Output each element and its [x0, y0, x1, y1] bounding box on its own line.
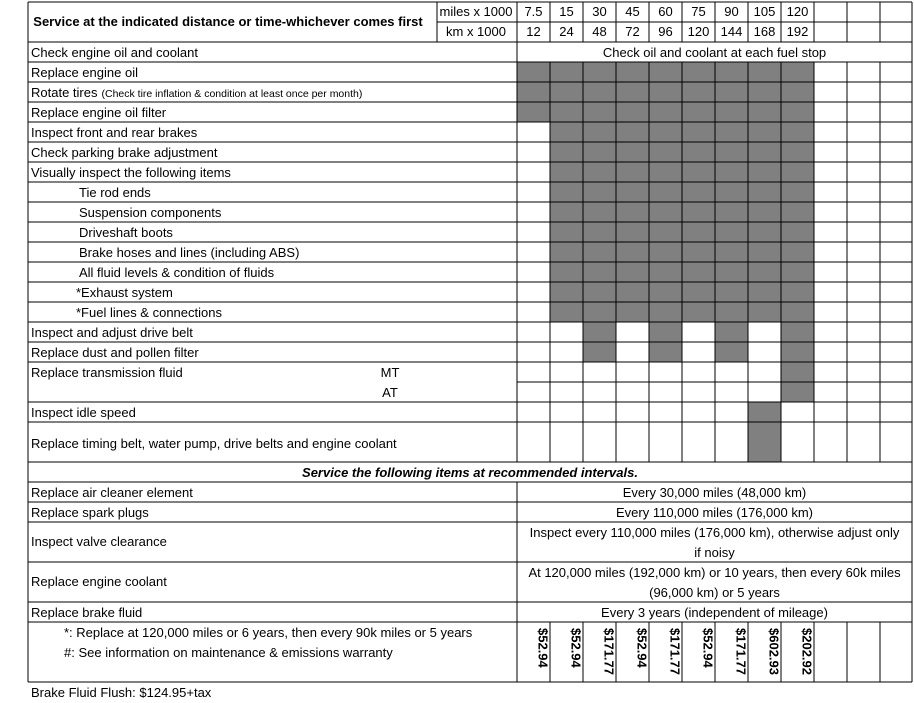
- transmission-type-label: AT: [382, 385, 398, 400]
- service-due-cell: [550, 242, 583, 262]
- service-due-cell: [781, 102, 814, 122]
- km-label: km x 1000: [446, 24, 506, 39]
- service-due-cell: [748, 402, 781, 422]
- service-due-cell: [748, 242, 781, 262]
- service-due-cell: [781, 242, 814, 262]
- km-value: 96: [658, 24, 673, 39]
- transmission-type-label: MT: [380, 365, 400, 380]
- service-due-cell: [682, 262, 715, 282]
- service-due-cell: [781, 82, 814, 102]
- service-due-cell: [748, 262, 781, 282]
- service-due-cell: [682, 302, 715, 322]
- service-item-label: Replace engine oil filter: [31, 105, 167, 120]
- service-due-cell: [550, 122, 583, 142]
- service-due-cell: [781, 382, 814, 402]
- service-due-cell: [649, 222, 682, 242]
- miles-value: 15: [559, 4, 574, 19]
- service-item-label: Visually inspect the following items: [31, 165, 231, 180]
- service-due-cell: [682, 102, 715, 122]
- service-due-cell: [616, 242, 649, 262]
- service-due-cell: [748, 302, 781, 322]
- service-due-cell: [781, 302, 814, 322]
- service-due-cell: [748, 62, 781, 82]
- service-due-cell: [583, 302, 616, 322]
- km-value: 72: [625, 24, 640, 39]
- interval-item-label: Replace air cleaner element: [31, 485, 193, 500]
- service-item-label: Replace engine oil: [31, 65, 138, 80]
- interval-description: Every 3 years (independent of mileage): [601, 605, 828, 620]
- service-due-cell: [550, 82, 583, 102]
- service-due-cell: [583, 242, 616, 262]
- service-due-cell: [715, 82, 748, 102]
- service-due-cell: [583, 182, 616, 202]
- service-due-cell: [781, 322, 814, 342]
- service-due-cell: [583, 82, 616, 102]
- km-value: 192: [786, 24, 809, 39]
- service-due-cell: [715, 302, 748, 322]
- miles-value: 90: [724, 4, 739, 19]
- service-due-cell: [550, 162, 583, 182]
- interval-heading: Service the following items at recommended intervals.: [302, 465, 638, 480]
- service-due-cell: [649, 102, 682, 122]
- service-due-cell: [583, 122, 616, 142]
- service-due-cell: [748, 202, 781, 222]
- service-due-cell: [748, 102, 781, 122]
- service-due-cell: [583, 282, 616, 302]
- service-item-note: (Check tire inflation & condition at least once per month): [101, 88, 363, 100]
- service-due-cell: [583, 142, 616, 162]
- service-due-cell: [781, 182, 814, 202]
- miles-label: miles x 1000: [439, 4, 513, 19]
- service-due-cell: [781, 342, 814, 362]
- km-value: 24: [559, 24, 574, 39]
- service-due-cell: [649, 182, 682, 202]
- interval-description: Inspect every 110,000 miles (176,000 km), otherwise adjust only: [529, 525, 900, 540]
- service-due-cell: [715, 242, 748, 262]
- service-due-cell: [715, 282, 748, 302]
- service-due-cell: [550, 202, 583, 222]
- interval-description: if noisy: [694, 545, 735, 560]
- service-due-cell: [781, 162, 814, 182]
- service-due-cell: [550, 182, 583, 202]
- service-due-cell: [517, 62, 550, 82]
- interval-description: Every 110,000 miles (176,000 km): [615, 505, 814, 520]
- service-due-cell: [748, 222, 781, 242]
- service-due-cell: [715, 342, 748, 362]
- km-value: 48: [592, 24, 607, 39]
- service-price: $52.94: [535, 628, 551, 668]
- service-due-cell: [649, 122, 682, 142]
- service-due-cell: [550, 282, 583, 302]
- service-due-cell: [682, 182, 715, 202]
- service-due-cell: [781, 142, 814, 162]
- service-due-cell: [682, 142, 715, 162]
- service-due-cell: [781, 122, 814, 142]
- service-due-cell: [550, 142, 583, 162]
- service-item-label: Driveshaft boots: [79, 225, 173, 240]
- service-due-cell: [781, 202, 814, 222]
- service-due-cell: [583, 62, 616, 82]
- service-price: $602.93: [766, 628, 782, 675]
- service-due-cell: [682, 222, 715, 242]
- service-due-cell: [583, 342, 616, 362]
- km-value: 12: [526, 24, 541, 39]
- service-item-label: *Exhaust system: [76, 285, 173, 300]
- service-due-cell: [682, 282, 715, 302]
- service-due-cell: [748, 162, 781, 182]
- service-due-cell: [649, 162, 682, 182]
- service-due-cell: [583, 322, 616, 342]
- service-price: $202.92: [799, 628, 815, 675]
- service-due-cell: [748, 82, 781, 102]
- brake-fluid-flush-price: Brake Fluid Flush: $124.95+tax: [31, 685, 212, 700]
- interval-item-label: Inspect valve clearance: [31, 534, 167, 549]
- service-due-cell: [715, 262, 748, 282]
- service-due-cell: [649, 202, 682, 222]
- miles-value: 120: [786, 4, 809, 19]
- interval-item-label: Replace engine coolant: [31, 574, 167, 589]
- service-due-cell: [616, 142, 649, 162]
- service-due-cell: [583, 202, 616, 222]
- service-due-cell: [748, 422, 781, 462]
- km-value: 168: [753, 24, 776, 39]
- service-due-cell: [748, 122, 781, 142]
- service-due-cell: [616, 262, 649, 282]
- service-due-cell: [583, 222, 616, 242]
- service-due-cell: [682, 242, 715, 262]
- interval-item-label: Replace brake fluid: [31, 605, 143, 620]
- service-due-cell: [616, 162, 649, 182]
- service-price: $52.94: [700, 628, 716, 668]
- miles-value: 60: [658, 4, 673, 19]
- service-due-cell: [616, 202, 649, 222]
- miles-value: 45: [625, 4, 640, 19]
- miles-value: 75: [691, 4, 706, 19]
- service-item-label: Replace transmission fluid: [31, 365, 183, 380]
- interval-description: (96,000 km) or 5 years: [649, 585, 780, 600]
- service-due-cell: [781, 362, 814, 382]
- interval-description: At 120,000 miles (192,000 km) or 10 years, then every 60k miles: [528, 565, 901, 580]
- service-due-cell: [517, 102, 550, 122]
- service-due-cell: [517, 82, 550, 102]
- service-due-cell: [550, 262, 583, 282]
- service-due-cell: [715, 322, 748, 342]
- service-item-label: Replace timing belt, water pump, drive belts and engine coolant: [31, 436, 397, 451]
- service-item-label: Inspect idle speed: [31, 405, 136, 420]
- service-item-label: Check engine oil and coolant: [31, 45, 198, 60]
- interval-item-label: Replace spark plugs: [31, 505, 149, 520]
- service-due-cell: [748, 282, 781, 302]
- service-due-cell: [649, 342, 682, 362]
- service-due-cell: [715, 122, 748, 142]
- service-due-cell: [616, 62, 649, 82]
- service-due-cell: [682, 202, 715, 222]
- service-due-cell: [616, 182, 649, 202]
- service-due-cell: [682, 162, 715, 182]
- service-due-cell: [616, 282, 649, 302]
- miles-value: 30: [592, 4, 607, 19]
- service-due-cell: [715, 222, 748, 242]
- service-due-cell: [550, 222, 583, 242]
- service-due-cell: [682, 122, 715, 142]
- miles-value: 7.5: [524, 4, 543, 19]
- service-due-cell: [781, 282, 814, 302]
- service-price: $171.77: [601, 628, 617, 675]
- service-due-cell: [748, 182, 781, 202]
- service-due-cell: [649, 262, 682, 282]
- service-due-cell: [715, 142, 748, 162]
- service-due-cell: [583, 262, 616, 282]
- service-due-cell: [715, 62, 748, 82]
- service-due-cell: [583, 162, 616, 182]
- service-item-label: Rotate tires (Check tire inflation & condition at least once per month): [31, 85, 363, 100]
- service-price: $171.77: [733, 628, 749, 675]
- service-due-cell: [715, 202, 748, 222]
- service-due-cell: [649, 82, 682, 102]
- service-item-label: Inspect and adjust drive belt: [31, 325, 193, 340]
- service-item-label: All fluid levels & condition of fluids: [79, 265, 275, 280]
- footnote-exhaust: *: Replace at 120,000 miles or 6 years, then every 90k miles or 5 years: [64, 625, 473, 640]
- service-price: $52.94: [568, 628, 584, 668]
- service-due-cell: [781, 222, 814, 242]
- service-due-cell: [715, 182, 748, 202]
- service-due-cell: [649, 142, 682, 162]
- service-due-cell: [616, 122, 649, 142]
- km-value: 120: [687, 24, 710, 39]
- service-due-cell: [616, 302, 649, 322]
- service-price: $171.77: [667, 628, 683, 675]
- service-due-cell: [781, 62, 814, 82]
- service-due-cell: [715, 102, 748, 122]
- service-due-cell: [781, 262, 814, 282]
- service-due-cell: [649, 62, 682, 82]
- service-price: $52.94: [634, 628, 650, 668]
- miles-value: 105: [753, 4, 776, 19]
- service-item-label: Check parking brake adjustment: [31, 145, 218, 160]
- service-due-cell: [550, 102, 583, 122]
- interval-description: Every 30,000 miles (48,000 km): [622, 485, 807, 500]
- service-due-cell: [682, 62, 715, 82]
- km-value: 144: [720, 24, 743, 39]
- service-due-cell: [616, 222, 649, 242]
- service-due-cell: [649, 302, 682, 322]
- service-due-cell: [616, 102, 649, 122]
- service-due-cell: [715, 162, 748, 182]
- service-item-label: Inspect front and rear brakes: [31, 125, 198, 140]
- service-item-label: Suspension components: [79, 205, 222, 220]
- service-due-cell: [649, 322, 682, 342]
- service-due-cell: [649, 242, 682, 262]
- service-due-cell: [649, 282, 682, 302]
- oil-coolant-note: Check oil and coolant at each fuel stop: [602, 45, 827, 60]
- service-due-cell: [583, 102, 616, 122]
- service-item-label: Brake hoses and lines (including ABS): [79, 245, 300, 260]
- service-due-cell: [748, 142, 781, 162]
- schedule-title: Service at the indicated distance or time-whichever comes first: [33, 14, 423, 29]
- service-due-cell: [616, 82, 649, 102]
- footnote-warranty: #: See information on maintenance & emissions warranty: [64, 645, 393, 660]
- service-due-cell: [550, 302, 583, 322]
- service-item-label: Replace dust and pollen filter: [31, 345, 199, 360]
- service-item-label: *Fuel lines & connections: [76, 305, 222, 320]
- service-item-label: Tie rod ends: [79, 185, 151, 200]
- service-due-cell: [682, 82, 715, 102]
- service-due-cell: [550, 62, 583, 82]
